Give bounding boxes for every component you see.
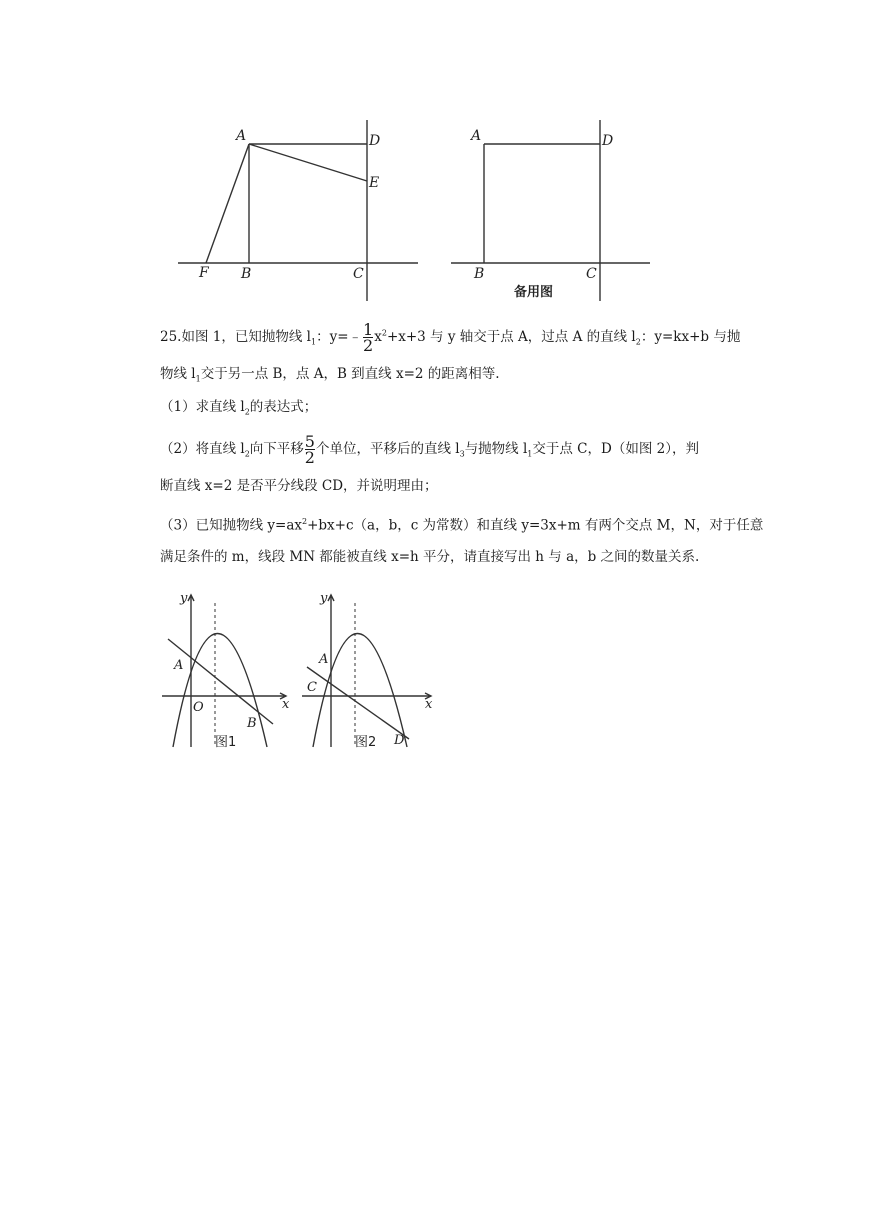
label-b: B bbox=[241, 266, 252, 282]
label-f: F bbox=[199, 265, 209, 281]
figure-caption: 图2 bbox=[355, 735, 377, 749]
label-y: y bbox=[180, 591, 188, 606]
label-d: D bbox=[394, 733, 405, 748]
parabola-l1 bbox=[313, 634, 407, 748]
label-y: y bbox=[320, 591, 328, 606]
label-c: C bbox=[307, 680, 317, 695]
parabola-figure-2 bbox=[298, 587, 443, 749]
label-x: x bbox=[282, 697, 290, 712]
problem-number: 25. bbox=[160, 329, 182, 345]
label-c: C bbox=[353, 266, 364, 282]
question-2: （2）将直线 $l_2$向下平移 $\frac{5}{2}$ 个单位，平移后的直线 $l_3$与抛物线 $l_1$交于点 C，D（如图 2），判 bbox=[160, 432, 699, 467]
figure-caption: 备用图 bbox=[514, 285, 554, 300]
problem-line-1: 25.如图 1，已知抛物线 $l_1$：y=﹣ $\frac{1}{2}$ $x^2+x+3$ 与 y 轴交于点 A，过点 A 的直线 $l_2$：y=kx+b 与抛 bbox=[160, 320, 741, 355]
line-l2 bbox=[168, 639, 273, 724]
question-3: （3）已知抛物线 $y=ax^2+bx+c(a$，b，c 为常数）和直线 y=3x+m 有两个交点 M，N，对于任意 bbox=[160, 517, 764, 534]
label-a: A bbox=[471, 128, 482, 144]
label-a: A bbox=[319, 652, 329, 667]
segment-af bbox=[206, 144, 249, 263]
parabola-figure-1 bbox=[158, 587, 298, 749]
question-1: （1）求直线 $l_2$的表达式； bbox=[160, 399, 318, 417]
problem-line-2: 物线 $l_1$交于另一点 B，点 A，B 到直线 x=2 的距离相等. bbox=[160, 366, 500, 384]
label-e: E bbox=[369, 175, 380, 191]
fraction-five-halves: $\frac{5}{2}$ bbox=[304, 432, 315, 467]
label-d: D bbox=[369, 133, 381, 149]
question-3-continued: 满足条件的 m，线段 MN 都能被直线 x=h 平分，请直接写出 h 与 a，b 之间的数量关系. bbox=[160, 549, 700, 565]
label-b: B bbox=[474, 266, 485, 282]
segment-ae bbox=[249, 144, 367, 181]
label-a: A bbox=[174, 658, 184, 673]
fraction-one-half: $\frac{1}{2}$ bbox=[363, 320, 374, 355]
label-o: O bbox=[193, 700, 204, 715]
label-b: B bbox=[247, 716, 257, 731]
geometry-figure-right bbox=[448, 118, 653, 303]
question-2-continued: 断直线 x=2 是否平分线段 CD，并说明理由； bbox=[160, 478, 438, 494]
figure-caption: 图1 bbox=[215, 735, 237, 749]
label-x: x bbox=[425, 697, 433, 712]
label-c: C bbox=[586, 266, 597, 282]
label-d: D bbox=[602, 133, 614, 149]
label-a: A bbox=[236, 128, 247, 144]
geometry-figure-left bbox=[170, 118, 425, 303]
